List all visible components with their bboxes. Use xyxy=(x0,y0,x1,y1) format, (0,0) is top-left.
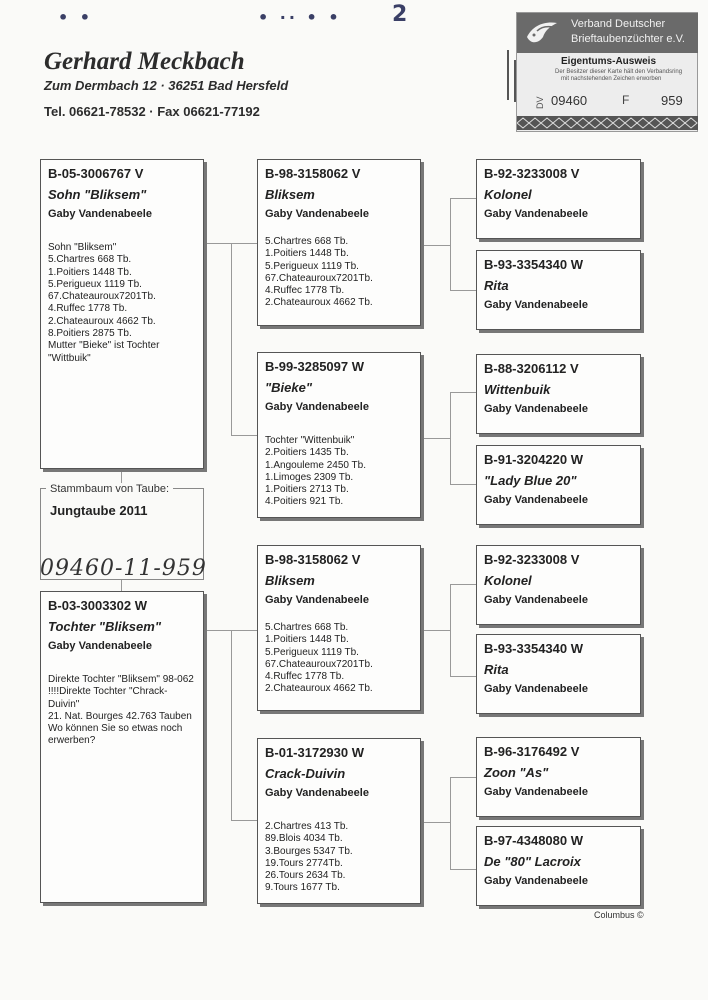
breeder: Gaby Vandenabeele xyxy=(484,494,588,506)
result-line: 2.Poitiers 1435 Tb. xyxy=(265,447,349,459)
ring-number: B-97-4348080 W xyxy=(484,833,583,848)
result-line: 5.Perigueux 1119 Tb. xyxy=(265,260,359,272)
great-grandparent-card xyxy=(476,445,641,525)
ownership-card-header xyxy=(517,13,698,53)
ring-number: B-93-3354340 W xyxy=(484,257,583,272)
result-line: Mutter "Bieke" ist Tochter xyxy=(48,340,160,352)
connector xyxy=(204,630,232,631)
sire-breeder: Gaby Vandenabeele xyxy=(48,208,152,220)
result-line: 26.Tours 2634 Tb. xyxy=(265,870,346,882)
connector xyxy=(450,584,451,676)
connector xyxy=(231,435,257,436)
connector xyxy=(421,630,451,631)
result-line: 67.Chateauroux7201Tb. xyxy=(48,291,156,303)
result-line: 5.Chartres 668 Tb. xyxy=(48,254,132,266)
breeder: Gaby Vandenabeele xyxy=(265,787,369,799)
connector xyxy=(450,676,476,677)
result-line: 5.Perigueux 1119 Tb. xyxy=(265,646,359,658)
connector xyxy=(231,630,232,820)
results xyxy=(265,821,413,895)
ring-number: B-99-3285097 W xyxy=(265,359,364,374)
pen-marks-middle: • ·· • • xyxy=(258,8,342,27)
connector xyxy=(450,392,451,484)
sire-name: Sohn "Bliksem" xyxy=(48,187,147,202)
connector xyxy=(450,484,476,485)
breeder: Gaby Vandenabeele xyxy=(484,786,588,798)
connector xyxy=(450,392,476,393)
connector xyxy=(204,243,232,244)
ring-number: B-98-3158062 V xyxy=(265,166,361,181)
granddam-paternal-card xyxy=(257,352,421,518)
result-line: "Wittbuik" xyxy=(48,352,91,364)
result-line: Tochter "Wittenbuik" xyxy=(265,435,355,446)
handwritten-ring-number: 09460-11-959 xyxy=(40,556,207,581)
result-line: 1.Poitiers 1448 Tb. xyxy=(48,266,132,278)
result-line: 1.Poitiers 1448 Tb. xyxy=(265,634,349,646)
connector xyxy=(450,290,476,291)
result-line: 4.Poitiers 921 Tb. xyxy=(265,496,344,508)
software-credit: Columbus © xyxy=(594,910,644,920)
ring-number: B-93-3354340 W xyxy=(484,641,583,656)
result-line: 1.Poitiers 1448 Tb. xyxy=(265,248,349,260)
pigeon-logo-icon xyxy=(523,17,561,49)
result-line: !!!!Direkte Tochter "Chrack-Duivin" xyxy=(48,686,168,710)
result-line: 5.Chartres 668 Tb. xyxy=(265,236,349,247)
stamp-year-mark: F xyxy=(622,93,630,107)
pigeon-name: "Lady Blue 20" xyxy=(484,473,577,488)
result-line: 89.Blois 4034 Tb. xyxy=(265,833,343,845)
result-line: 4.Ruffec 1778 Tb. xyxy=(48,303,128,315)
dam-results xyxy=(48,674,196,748)
great-grandparent-card xyxy=(476,545,641,625)
result-line: 5.Perigueux 1119 Tb. xyxy=(48,278,142,290)
pigeon-name: Kolonel xyxy=(484,187,532,202)
staple-mark xyxy=(514,60,516,102)
sire-ring-number: B-05-3006767 V xyxy=(48,166,144,181)
pedigree-title-label: Stammbaum von Taube: xyxy=(46,483,173,495)
result-line: 9.Tours 1677 Tb. xyxy=(265,882,340,894)
stamp-decorative-border xyxy=(517,116,698,130)
result-line: 1.Limoges 2309 Tb. xyxy=(265,471,354,483)
result-line: Direkte Tochter "Bliksem" 98-062 xyxy=(48,674,194,685)
result-line: 21. Nat. Bourges 42.763 Tauben xyxy=(48,710,192,722)
stamp-subtitle-1: Der Besitzer dieser Karte hält den Verbandsring xyxy=(555,69,683,75)
connector xyxy=(450,198,476,199)
great-grandparent-card xyxy=(476,634,641,714)
stamp-member-number: 09460 xyxy=(551,93,588,108)
breeder: Gaby Vandenabeele xyxy=(484,683,588,695)
connector xyxy=(421,822,451,823)
result-line: 2.Chateauroux 4662 Tb. xyxy=(48,315,156,327)
result-line: 4.Ruffec 1778 Tb. xyxy=(265,671,345,683)
dam-name: Tochter "Bliksem" xyxy=(48,619,161,634)
connector xyxy=(231,630,257,631)
staple-mark xyxy=(507,50,509,100)
ring-number: B-88-3206112 V xyxy=(484,361,579,376)
pigeon-name: Rita xyxy=(484,278,509,293)
breeder: Gaby Vandenabeele xyxy=(484,875,588,887)
connector xyxy=(450,869,476,870)
connector xyxy=(421,245,451,246)
stamp-ring-number: 959 xyxy=(661,93,683,108)
granddam-maternal-card xyxy=(257,738,421,904)
pigeon-name: Zoon "As" xyxy=(484,765,549,780)
ring-number: B-91-3204220 W xyxy=(484,452,583,467)
breeder: Gaby Vandenabeele xyxy=(484,594,588,606)
breeder-address: Zum Dermbach 12 · 36251 Bad Hersfeld xyxy=(44,78,289,93)
pigeon-name: Wittenbuik xyxy=(484,382,551,397)
sire-card xyxy=(40,159,204,469)
ownership-card xyxy=(516,12,698,132)
ring-number: B-96-3176492 V xyxy=(484,744,580,759)
great-grandparent-card xyxy=(476,354,641,434)
breeder-name: Gerhard Meckbach xyxy=(44,48,245,75)
ring-number: B-98-3158062 V xyxy=(265,552,361,567)
result-line: Sohn "Bliksem" xyxy=(48,242,117,253)
results xyxy=(265,622,413,696)
result-line: Wo können Sie so etwas noch erwerben? xyxy=(48,723,183,747)
pigeon-name: Kolonel xyxy=(484,573,532,588)
result-line: 67.Chateauroux7201Tb. xyxy=(265,658,373,670)
grandsire-paternal-card xyxy=(257,159,421,326)
pigeon-name: "Bieke" xyxy=(265,380,313,395)
stamp-dv-label: DV xyxy=(535,96,545,109)
ring-number: B-92-3233008 V xyxy=(484,166,580,181)
great-grandparent-card xyxy=(476,159,641,239)
pigeon-name: Bliksem xyxy=(265,573,315,588)
connector xyxy=(421,438,451,439)
result-line: 2.Chateauroux 4662 Tb. xyxy=(265,683,373,695)
pen-marks-left: • • xyxy=(58,8,94,27)
connector xyxy=(450,584,476,585)
ring-number: B-92-3233008 V xyxy=(484,552,580,567)
result-line: 67.Chateauroux7201Tb. xyxy=(265,272,373,284)
dam-breeder: Gaby Vandenabeele xyxy=(48,640,152,652)
result-line: 8.Poitiers 2875 Tb. xyxy=(48,328,132,340)
breeder: Gaby Vandenabeele xyxy=(265,401,369,413)
stamp-title: Eigentums-Ausweis xyxy=(561,56,657,67)
dam-ring-number: B-03-3003302 W xyxy=(48,598,147,613)
results xyxy=(265,236,413,310)
pigeon-name: De "80" Lacroix xyxy=(484,854,581,869)
result-line: 3.Bourges 5347 Tb. xyxy=(265,845,353,857)
sire-results xyxy=(48,242,196,365)
breeder: Gaby Vandenabeele xyxy=(265,594,369,606)
pen-marks-right: 2 xyxy=(392,2,411,27)
pigeon-name: Bliksem xyxy=(265,187,315,202)
breeder: Gaby Vandenabeele xyxy=(484,403,588,415)
result-line: 2.Chateauroux 4662 Tb. xyxy=(265,297,373,309)
result-line: 1.Angouleme 2450 Tb. xyxy=(265,459,367,471)
great-grandparent-card xyxy=(476,250,641,330)
great-grandparent-card xyxy=(476,737,641,817)
result-line: 2.Chartres 413 Tb. xyxy=(265,821,349,832)
connector xyxy=(450,777,476,778)
result-line: 1.Poitiers 2713 Tb. xyxy=(265,484,349,496)
connector xyxy=(450,198,451,290)
connector xyxy=(231,820,257,821)
pigeon-name: Crack-Duivin xyxy=(265,766,346,781)
connector xyxy=(450,777,451,869)
stamp-org-line1: Verband Deutscher xyxy=(571,18,666,30)
connector xyxy=(231,243,232,435)
result-line: 19.Tours 2774Tb. xyxy=(265,857,343,869)
stamp-subtitle-2: mit nachstehenden Zeichen erworben xyxy=(561,76,662,82)
breeder-phone: Tel. 06621-78532 · Fax 06621-77192 xyxy=(44,104,260,119)
result-line: 4.Ruffec 1778 Tb. xyxy=(265,285,345,297)
breeder: Gaby Vandenabeele xyxy=(484,299,588,311)
breeder: Gaby Vandenabeele xyxy=(265,208,369,220)
dam-card xyxy=(40,591,204,903)
connector xyxy=(231,243,257,244)
pedigree-subject: Jungtaube 2011 xyxy=(50,503,148,518)
result-line: 5.Chartres 668 Tb. xyxy=(265,622,349,633)
breeder: Gaby Vandenabeele xyxy=(484,208,588,220)
great-grandparent-card xyxy=(476,826,641,906)
ring-number: B-01-3172930 W xyxy=(265,745,364,760)
pigeon-name: Rita xyxy=(484,662,509,677)
stamp-org-line2: Brieftaubenzüchter e.V. xyxy=(571,33,685,45)
grandsire-maternal-card xyxy=(257,545,421,711)
results xyxy=(265,435,413,509)
